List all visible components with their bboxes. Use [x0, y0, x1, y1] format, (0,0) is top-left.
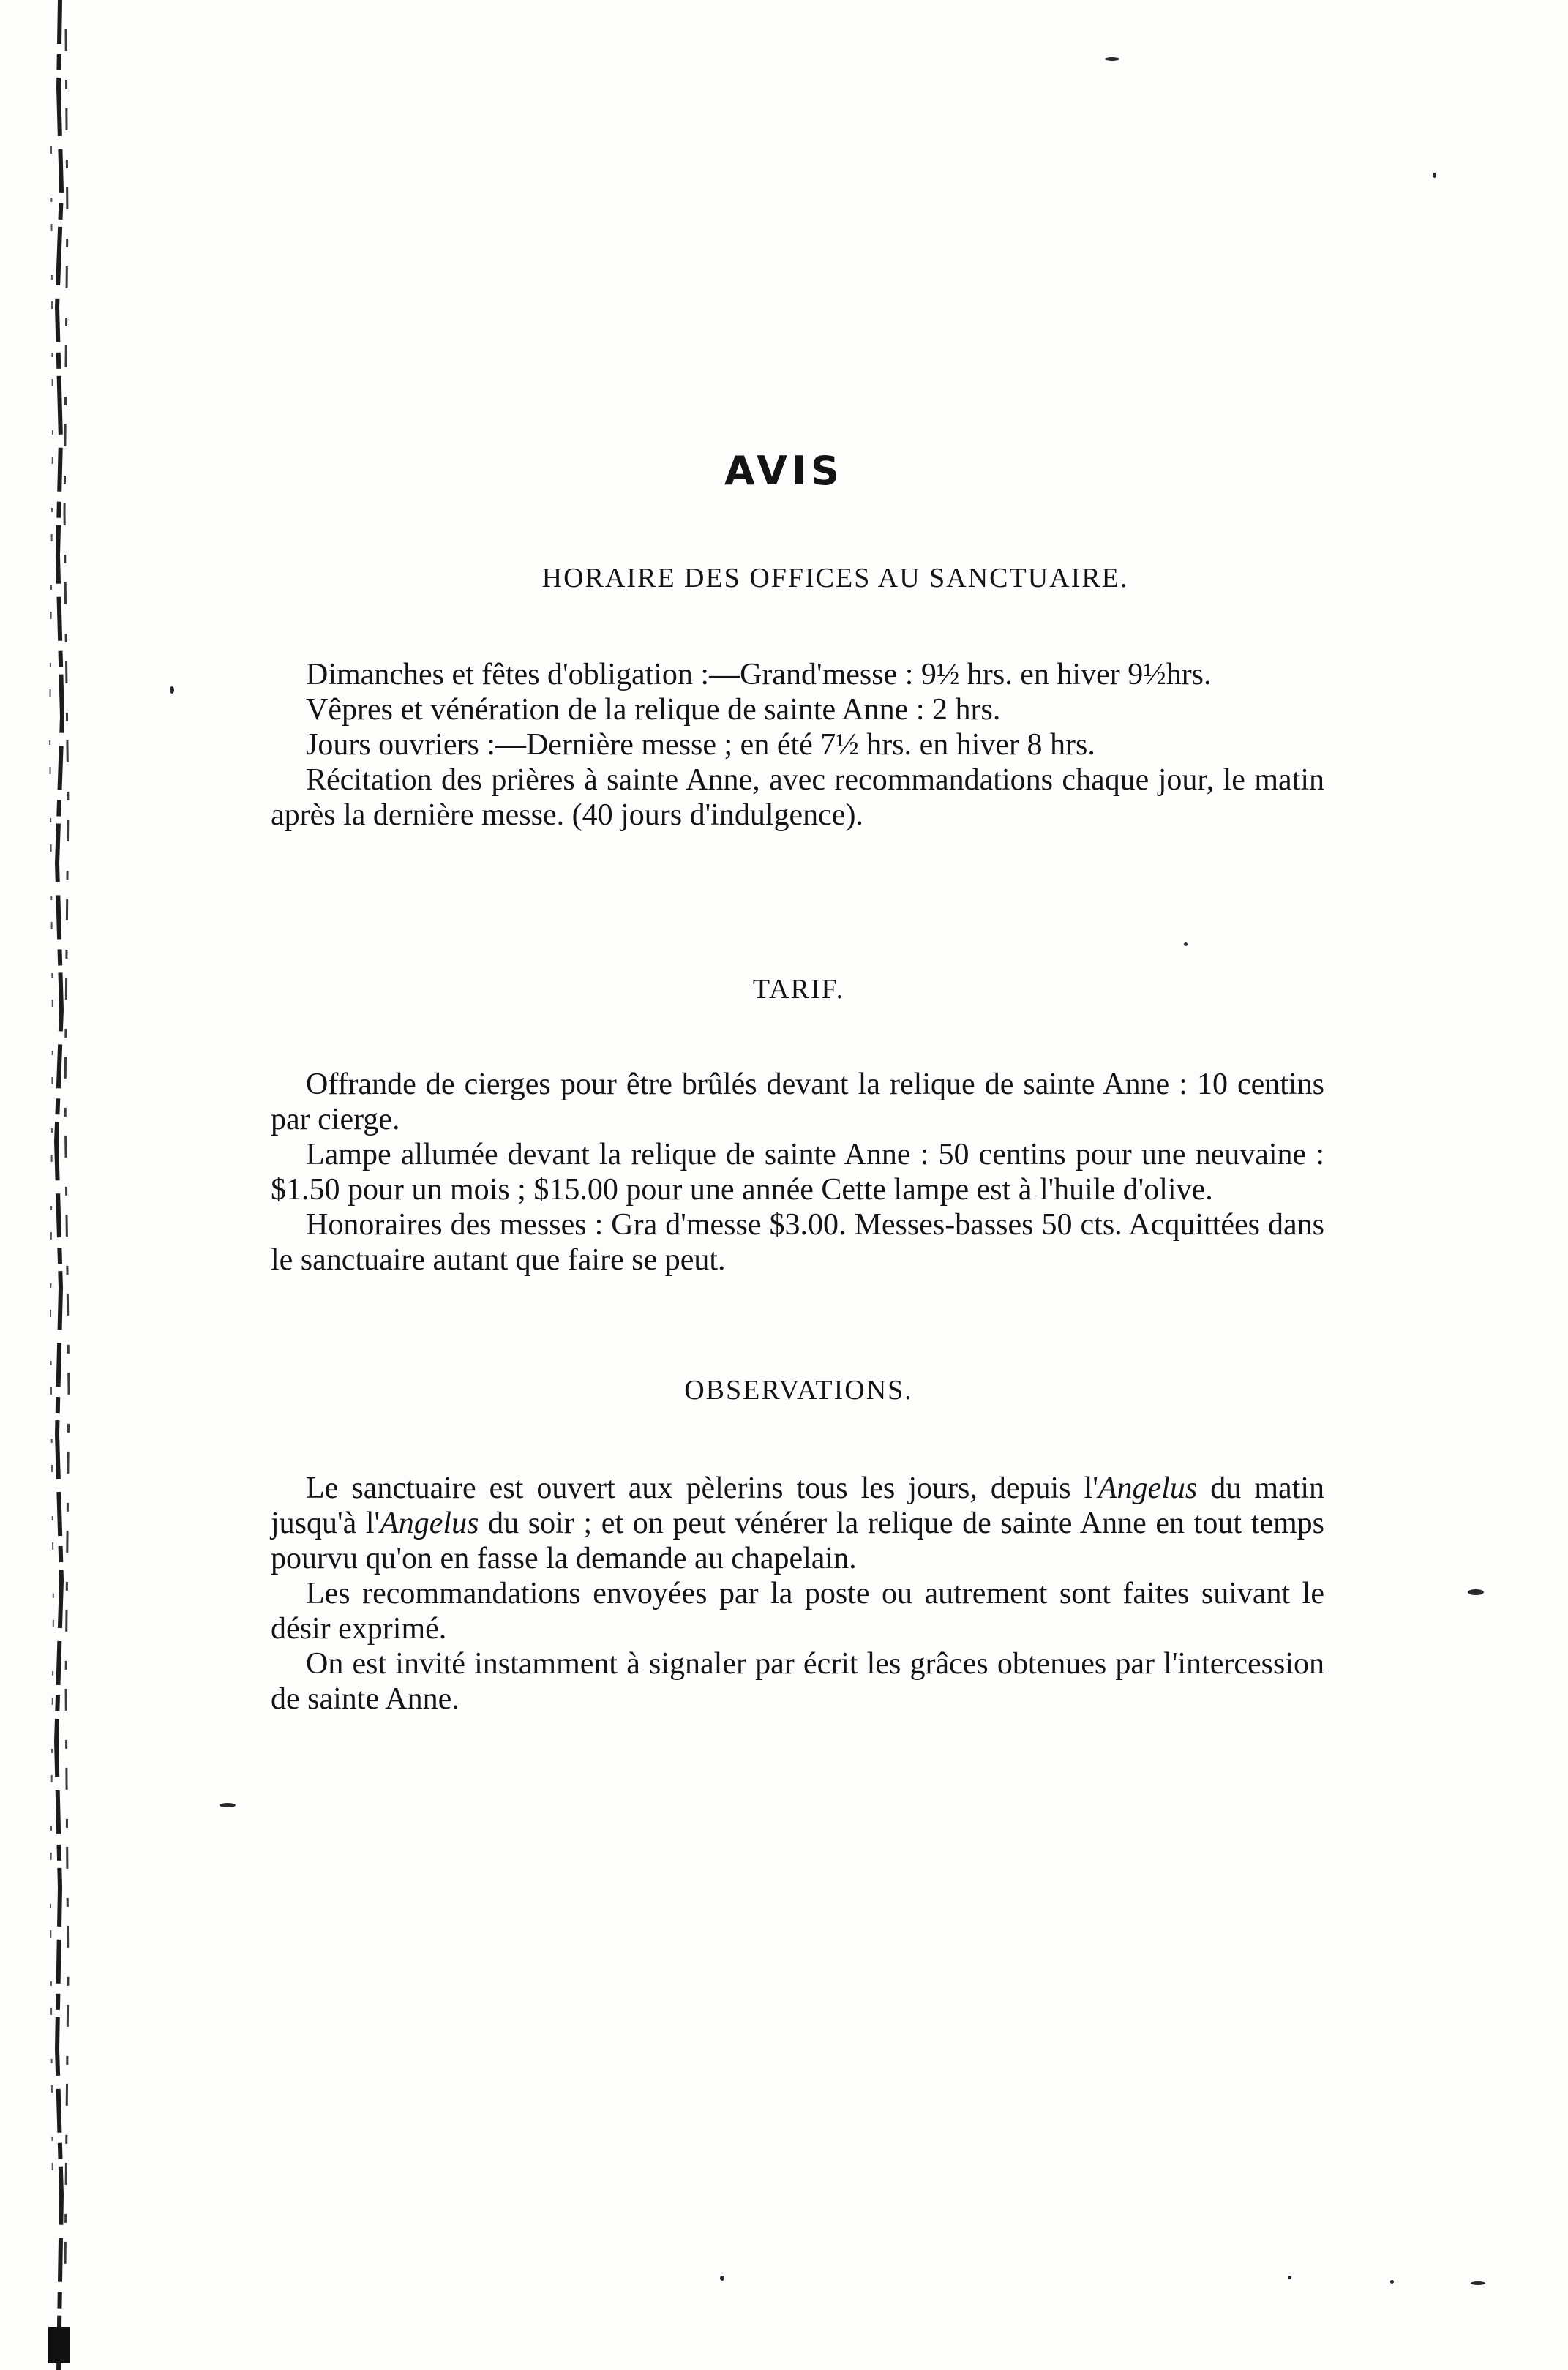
page-title: AVIS	[724, 448, 844, 494]
horaire-line-weekdays: Jours ouvriers :—Dernière messe ; en été 7½ hrs. en hiver 8 hrs.	[306, 728, 1095, 762]
tarif-section	[271, 1067, 1324, 1278]
observations-text: du matin jusqu'à l'	[271, 1471, 1324, 1540]
scan-speck	[1468, 1589, 1484, 1595]
scan-speck	[1433, 173, 1436, 178]
tarif-line-masses: Honoraires des messes : Gra d'messe $3.00. Messes-basses 50 cts. Acquittées dans le sanctuaire autant que faire se peut.	[271, 1208, 1324, 1277]
observations-line-graces: On est invité instamment à signaler par écrit les grâces obtenues par l'intercession de sainte Anne.	[271, 1647, 1324, 1716]
angelus-italic: Angelus	[1098, 1471, 1198, 1505]
tarif-line-lamp: Lampe allumée devant la relique de sainte Anne : 50 centins pour une neuvaine : $1.50 pour un mois ; $15.00 pour une année Cette lampe est à l'huile d'olive.	[271, 1138, 1324, 1207]
scan-speck	[1390, 2280, 1394, 2284]
scan-speck	[720, 2276, 724, 2281]
scan-speck	[1288, 2276, 1291, 2279]
horaire-line-vespers: Vêpres et vénération de la relique de sainte Anne : 2 hrs.	[306, 693, 1001, 727]
tarif-line-candles: Offrande de cierges pour être brûlés devant la relique de sainte Anne : 10 centins par cierge.	[271, 1068, 1324, 1136]
observations-line-opening	[271, 1471, 1324, 1576]
scan-speck	[170, 686, 174, 694]
observations-section	[271, 1471, 1324, 1717]
horaire-section	[271, 657, 1324, 833]
horaire-line-sunday: Dimanches et fêtes d'obligation :—Grand'messe : 9½ hrs. en hiver 9½hrs.	[306, 658, 1212, 691]
horaire-heading: HORAIRE DES OFFICES AU SANCTUAIRE.	[541, 563, 1129, 593]
scan-speck	[1105, 57, 1119, 61]
observations-heading: OBSERVATIONS.	[684, 1375, 913, 1406]
angelus-italic: Angelus	[380, 1507, 479, 1540]
scan-speck	[1471, 2281, 1485, 2285]
observations-line-recommendations: Les recommandations envoyées par la poste ou autrement sont faites suivant le désir exprimé.	[271, 1577, 1324, 1646]
page-binding-edge	[44, 0, 73, 2370]
scan-speck	[220, 1803, 236, 1807]
observations-text: Le sanctuaire est ouvert aux pèlerins tous les jours, depuis l'	[306, 1471, 1098, 1505]
scan-speck	[1184, 942, 1188, 946]
tarif-heading: TARIF.	[752, 974, 845, 1005]
observations-text: du soir ; et on peut vénérer la relique de sainte Anne en tout temps pourvu qu'on en fasse la demande au chapelain.	[271, 1507, 1324, 1575]
horaire-line-prayers: Récitation des prières à sainte Anne, avec recommandations chaque jour, le matin après la dernière messe. (40 jours d'indulgence).	[271, 763, 1324, 832]
